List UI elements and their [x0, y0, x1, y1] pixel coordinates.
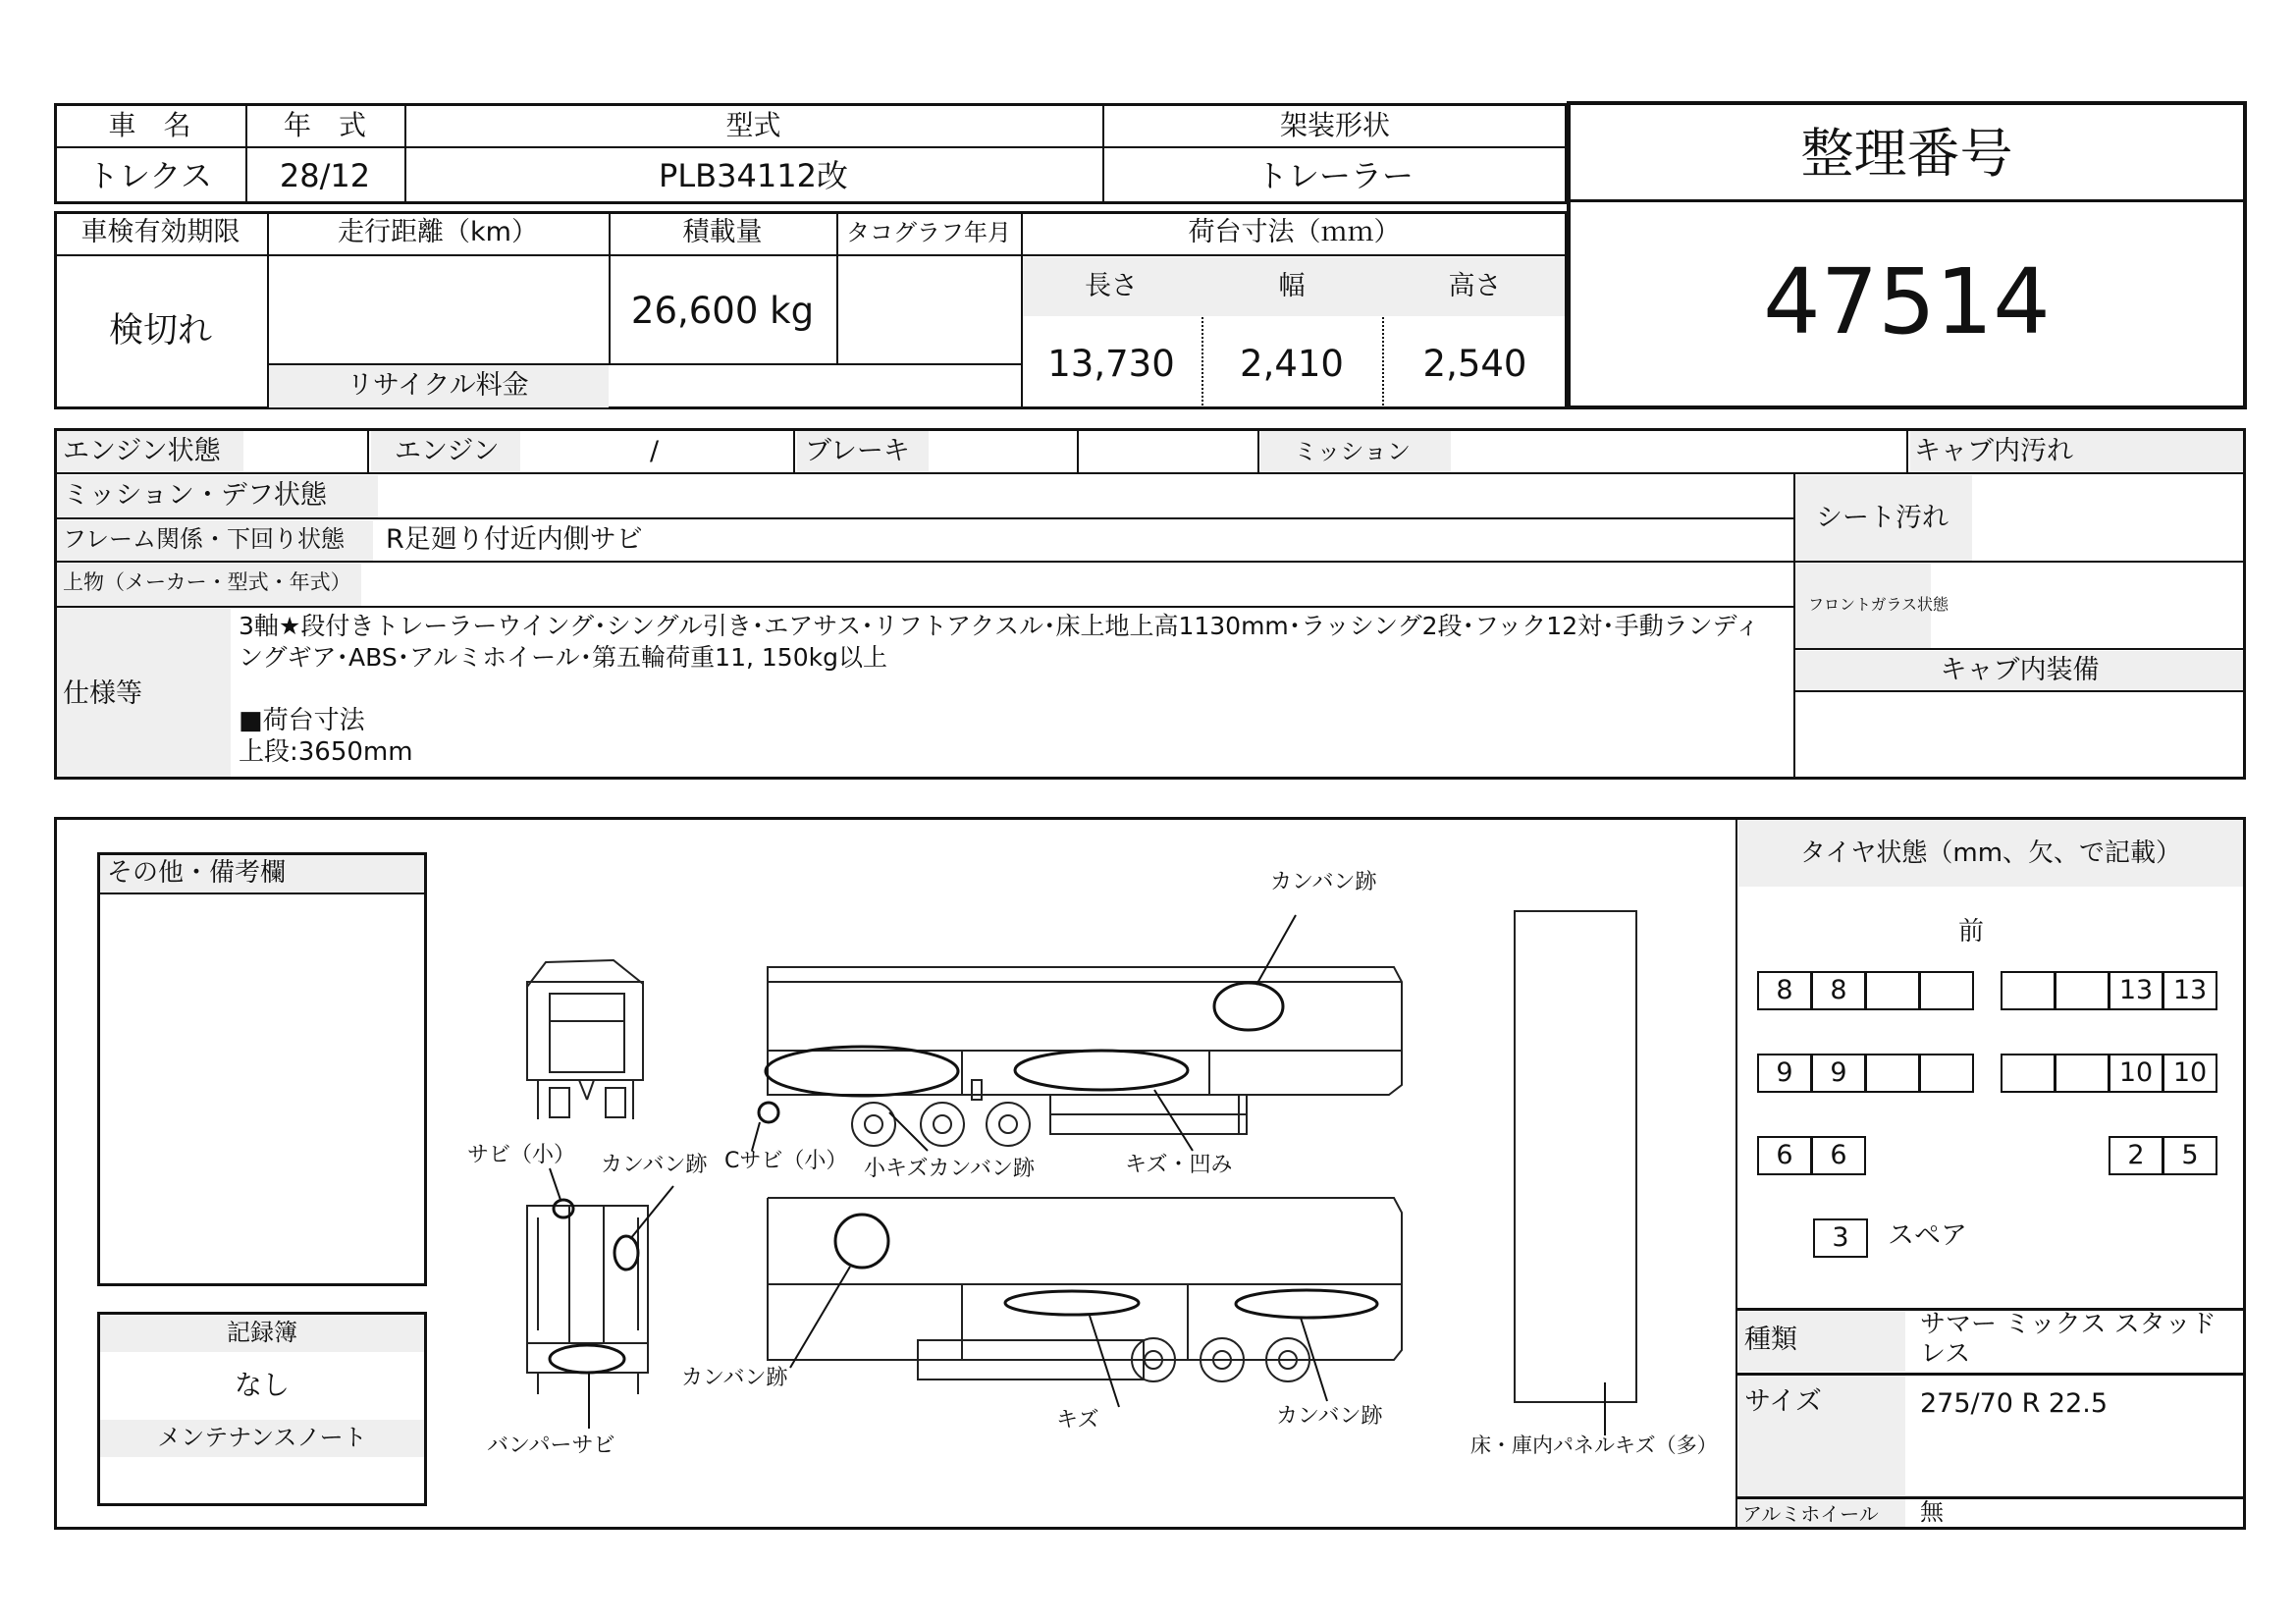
label-signboard-bottom: カンバン跡 [1276, 1404, 1383, 1429]
label-signboard-left: カンバン跡 [681, 1366, 788, 1390]
tire-type-value-2: レス [1920, 1339, 1971, 1369]
maintenance-label: メンテナンスノート [157, 1424, 367, 1451]
height-value: 2,540 [1422, 343, 1527, 385]
spec-label: 仕様等 [63, 678, 142, 709]
spec-line-3: ■荷台寸法 [239, 706, 365, 735]
mileage-label: 走行距離（km） [338, 217, 538, 247]
tire-r2-r1 [2001, 1054, 2056, 1093]
cab-dirt-label: キャブ内汚れ [1914, 436, 2073, 466]
tire-front-label: 前 [1957, 917, 1984, 947]
alloy-wheel-value: 無 [1920, 1498, 1944, 1526]
tire-r2-r2 [2055, 1054, 2109, 1093]
tire-r1-l2: 8 [1811, 971, 1866, 1010]
tire-type-value-1: サマー ミックス スタッド [1920, 1310, 2216, 1339]
width-value: 2,410 [1240, 343, 1344, 385]
label-bumper-rust: バンパーサビ [487, 1434, 615, 1458]
label-signboard-rear: カンバン跡 [601, 1153, 708, 1177]
ref-number: 47514 [1763, 249, 2051, 354]
bed-dims-label: 荷台寸法（ｍｍ） [1188, 217, 1401, 247]
mission-diff-label: ミッション・デフ状態 [63, 480, 327, 511]
tire-r2-r4: 10 [2163, 1054, 2217, 1093]
tire-size-label: サイズ [1744, 1386, 1822, 1417]
tire-r1-l4 [1919, 971, 1974, 1010]
engine-label: エンジン [395, 436, 500, 466]
spec-line-4: 上段:3650mm [239, 737, 413, 767]
vehicle-name-label: 車 名 [108, 109, 191, 141]
tire-r1-l1: 8 [1757, 971, 1812, 1010]
vehicle-name: トレクス [86, 157, 213, 194]
cab-equip-label: キャブ内装備 [1940, 655, 2100, 685]
tire-spare: 3 [1813, 1218, 1868, 1258]
model-value: PLB34112改 [659, 157, 848, 194]
trailer-front-view [527, 960, 643, 1119]
label-rust-small: サビ（小） [467, 1143, 576, 1167]
spare-label: スペア [1888, 1220, 1967, 1251]
capacity-label: 積載量 [682, 217, 763, 247]
capacity-value: 26,600 kg [630, 290, 815, 332]
trailer-rear-view [527, 1206, 648, 1394]
engine-separator: / [650, 436, 660, 466]
body-type-value: トレーラー [1255, 157, 1414, 194]
spec-line-2: ングギア･ABS･アルミホイール･第五輪荷重11, 150kg以上 [239, 643, 887, 672]
tire-r2-r3: 10 [2109, 1054, 2163, 1093]
ref-number-label: 整理番号 [1800, 123, 2013, 185]
tire-r1-r1 [2001, 971, 2056, 1010]
engine-state-label: エンジン状態 [63, 436, 221, 466]
label-floor-panel: 床・庫内パネルキズ（多） [1470, 1434, 1718, 1457]
tire-r1-r4: 13 [2163, 971, 2217, 1010]
tire-r2-l1: 9 [1757, 1054, 1812, 1093]
body-label: 上物（メーカー・型式・年式） [63, 570, 351, 594]
brake-label: ブレーキ [805, 436, 910, 466]
tire-r3-l2: 6 [1811, 1136, 1866, 1175]
spec-line-1: 3軸★段付きトレーラーウイング･シングル引き･エアサス･リフトアクスル･床上地上高1130mm･ラッシング2段･フック12対･手動ランディ [239, 612, 1760, 640]
label-scratch-dent: キズ・凹み [1125, 1153, 1233, 1177]
label-small-scratch-signboard: 小キズカンバン跡 [864, 1157, 1036, 1181]
width-label: 幅 [1278, 271, 1306, 301]
label-signboard-top: カンバン跡 [1270, 870, 1377, 894]
height-label: 高さ [1448, 271, 1502, 301]
tire-r3-r1: 2 [2109, 1136, 2163, 1175]
mission-label: ミッション [1294, 438, 1412, 465]
tire-r1-r2 [2055, 971, 2109, 1010]
year-value: 28/12 [279, 157, 371, 194]
trailer-side-view-upper [768, 967, 1402, 1146]
floor-panel-outline [1515, 911, 1636, 1402]
tire-r2-l4 [1919, 1054, 1974, 1093]
tire-title: タイヤ状態（mm、欠、で記載） [1799, 839, 2182, 868]
model-label: 型式 [725, 109, 781, 141]
year-label: 年 式 [283, 109, 366, 141]
tire-r1-r3: 13 [2109, 971, 2163, 1010]
tire-r3-r2: 5 [2163, 1136, 2217, 1175]
frame-label: フレーム関係・下回り状態 [63, 525, 346, 553]
record-value: なし [234, 1369, 290, 1401]
recycle-label: リサイクル料金 [347, 370, 529, 401]
length-value: 13,730 [1047, 343, 1175, 385]
tire-type-label: 種類 [1744, 1325, 1797, 1355]
label-c-rust-small: Cサビ（小） [724, 1149, 848, 1173]
body-type-label: 架装形状 [1279, 109, 1390, 141]
seat-dirt-label: シート汚れ [1816, 503, 1949, 533]
tire-r1-l3 [1865, 971, 1920, 1010]
alloy-wheel-label: アルミホイール [1742, 1502, 1879, 1526]
length-label: 長さ [1085, 271, 1138, 301]
remarks-label: その他・備考欄 [107, 858, 287, 888]
record-label: 記録簿 [227, 1319, 297, 1346]
tire-r2-l2: 9 [1811, 1054, 1866, 1093]
inspection-label: 車検有効期限 [80, 217, 240, 247]
tire-size-value: 275/70 R 22.5 [1920, 1388, 2109, 1419]
tacho-label: タコグラフ年月 [846, 219, 1011, 246]
windshield-label: フロントガラス状態 [1808, 595, 1949, 614]
tire-r2-l3 [1865, 1054, 1920, 1093]
frame-value: R足廻り付近内側サビ [386, 524, 643, 555]
tire-r3-l1: 6 [1757, 1136, 1812, 1175]
inspection-value: 検切れ [108, 311, 212, 351]
label-scratch: キズ [1056, 1408, 1099, 1433]
